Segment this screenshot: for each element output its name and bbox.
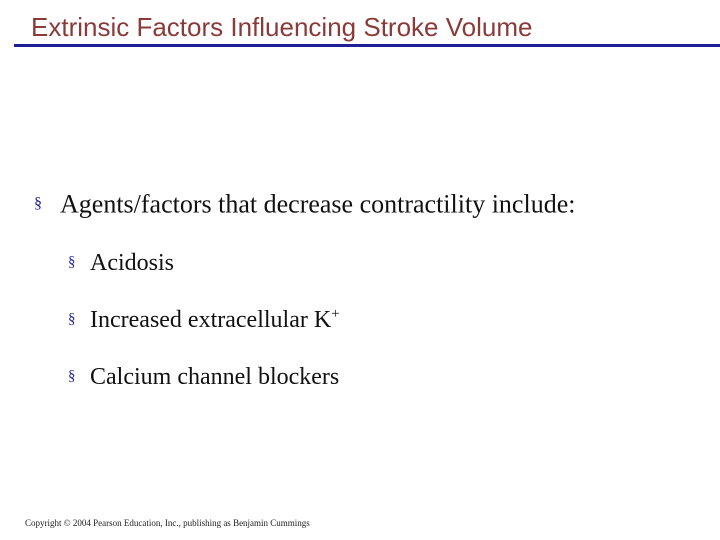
main-bullet xyxy=(34,187,575,222)
bullet-marker-icon: § xyxy=(68,368,76,384)
slide-title: Extrinsic Factors Influencing Stroke Volume xyxy=(31,12,533,42)
bullet-marker-icon: § xyxy=(34,195,43,212)
sub-bullet-potassium xyxy=(68,304,340,335)
main-bullet-text: Agents/factors that decrease contractility include: xyxy=(60,189,576,219)
superscript-plus: + xyxy=(331,305,340,322)
sub-bullet-text: Calcium channel blockers xyxy=(90,364,340,391)
sub-bullet-calcium-blockers xyxy=(68,361,339,392)
copyright-notice: Copyright © 2004 Pearson Education, Inc., publishing as Benjamin Cummings xyxy=(25,518,310,528)
bullet-marker-icon: § xyxy=(68,254,76,270)
sub-bullet-acidosis xyxy=(68,247,174,278)
sub-bullet-text: Acidosis xyxy=(90,250,174,277)
sub-bullet-text: Increased extracellular K xyxy=(90,307,332,334)
bullet-marker-icon: § xyxy=(68,311,76,327)
title-underline xyxy=(14,44,720,47)
